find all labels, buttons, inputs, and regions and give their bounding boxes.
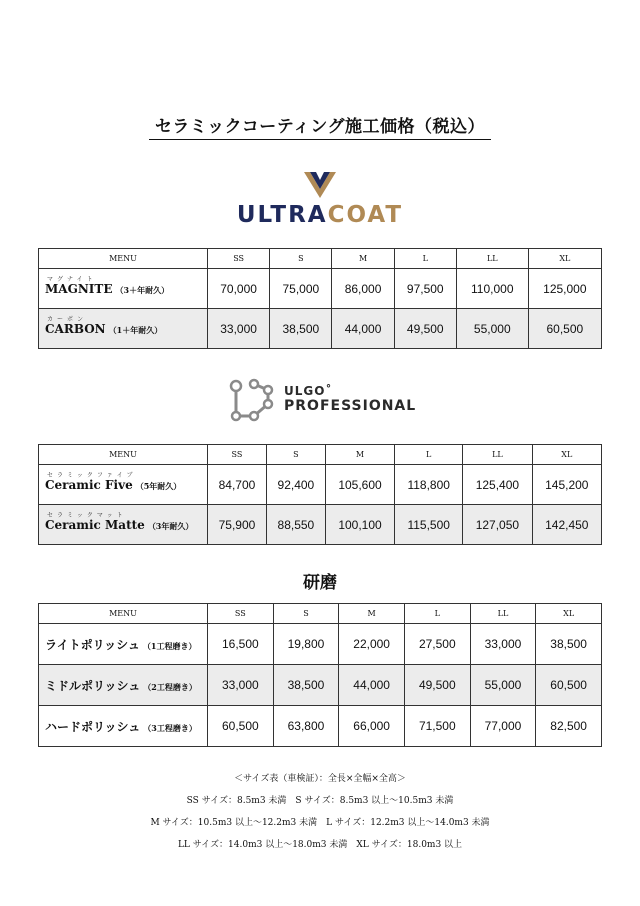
size-header: M [325, 445, 394, 465]
price-cell: 66,000 [339, 706, 405, 747]
table-row [39, 309, 602, 349]
price-cell: 55,000 [456, 309, 528, 349]
product-name-cell: セラミックマット Ceramic Matte （3年耐久） [39, 505, 208, 545]
size-header: XL [528, 249, 601, 269]
table-header-row [39, 249, 602, 269]
price-cell: 27,500 [404, 624, 470, 665]
price-cell: 97,500 [394, 269, 456, 309]
price-cell: 33,000 [208, 665, 274, 706]
product-name-cell: セラミックファイブ Ceramic Five （5年耐久） [39, 465, 208, 505]
size-header: M [339, 604, 405, 624]
size-header: SS [208, 445, 267, 465]
price-cell: 75,900 [208, 505, 267, 545]
product-name-cell: ミドルポリッシュ （2工程磨き） [39, 665, 208, 706]
price-cell: 44,000 [332, 309, 394, 349]
price-cell: 44,000 [339, 665, 405, 706]
price-cell: 33,000 [208, 309, 270, 349]
price-cell: 71,500 [404, 706, 470, 747]
table-row [39, 505, 602, 545]
price-cell: 49,500 [394, 309, 456, 349]
table-row [39, 269, 602, 309]
price-cell: 75,000 [270, 269, 332, 309]
price-cell: 125,400 [463, 465, 532, 505]
price-cell: 142,450 [532, 505, 601, 545]
product-name-cell: マグナイト MAGNITE （3＋年耐久） [39, 269, 208, 309]
price-cell: 60,500 [208, 706, 274, 747]
price-cell: 110,000 [456, 269, 528, 309]
price-cell: 60,500 [528, 309, 601, 349]
size-header: XL [536, 604, 602, 624]
price-cell: 63,800 [273, 706, 339, 747]
polish-price-table [38, 603, 602, 747]
price-cell: 84,700 [208, 465, 267, 505]
price-cell: 49,500 [404, 665, 470, 706]
price-cell: 38,500 [270, 309, 332, 349]
price-cell: 127,050 [463, 505, 532, 545]
price-cell: 77,000 [470, 706, 536, 747]
table-row [39, 624, 602, 665]
size-header: LL [463, 445, 532, 465]
menu-header: MENU [39, 249, 208, 269]
price-cell: 125,000 [528, 269, 601, 309]
product-name-cell: ライトポリッシュ （1工程磨き） [39, 624, 208, 665]
price-cell: 145,200 [532, 465, 601, 505]
size-header: SS [208, 604, 274, 624]
price-cell: 22,000 [339, 624, 405, 665]
page-title: セラミックコーティング施工価格（税込） [0, 112, 640, 140]
product-name-cell: ハードポリッシュ （3工程磨き） [39, 706, 208, 747]
size-header: L [404, 604, 470, 624]
size-note-line: M サイズ：10.5m3 以上～12.2m3 未満 L サイズ：12.2m3 以上～14.0m3 未満 [150, 818, 490, 828]
price-cell: 82,500 [536, 706, 602, 747]
ulgo-professional-logo [228, 378, 428, 428]
size-header: L [394, 249, 456, 269]
size-notes-heading: ＜サイズ表（車検証）：全長×全幅×全高＞ [234, 774, 406, 784]
size-header: S [270, 249, 332, 269]
table-row [39, 465, 602, 505]
polish-section-heading: 研磨 [303, 573, 337, 593]
size-header: SS [208, 249, 270, 269]
price-cell: 86,000 [332, 269, 394, 309]
price-cell: 88,550 [266, 505, 325, 545]
price-cell: 118,800 [395, 465, 463, 505]
price-cell: 60,500 [536, 665, 602, 706]
table-row [39, 706, 602, 747]
ulgo-wordmark: ULGO˚ PROFESSIONAL [284, 384, 417, 415]
price-cell: 38,500 [536, 624, 602, 665]
size-note-line: LL サイズ：14.0m3 以上～18.0m3 未満 XL サイズ：18.0m3 以上 [177, 840, 463, 850]
table-header-row [39, 445, 602, 465]
size-header: LL [470, 604, 536, 624]
price-cell: 115,500 [395, 505, 463, 545]
ultracoat-wordmark: ULTRACOAT [236, 202, 404, 228]
size-header: LL [456, 249, 528, 269]
table-row [39, 665, 602, 706]
price-cell: 70,000 [208, 269, 270, 309]
size-header: S [273, 604, 339, 624]
ultracoat-logo [0, 170, 640, 228]
price-cell: 16,500 [208, 624, 274, 665]
size-header: S [266, 445, 325, 465]
size-header: M [332, 249, 394, 269]
size-notes [0, 768, 640, 856]
price-cell: 19,800 [273, 624, 339, 665]
table-header-row [39, 604, 602, 624]
menu-header: MENU [39, 604, 208, 624]
ulgo-molecule-icon [228, 378, 280, 424]
size-header: XL [532, 445, 601, 465]
price-cell: 92,400 [266, 465, 325, 505]
product-name-cell: カーボン CARBON （1＋年耐久） [39, 309, 208, 349]
ulgo-price-table [38, 444, 602, 545]
price-cell: 100,100 [325, 505, 394, 545]
size-note-line: SS サイズ：8.5m3 未満 S サイズ：8.5m3 以上～10.5m3 未満 [186, 796, 454, 806]
price-cell: 55,000 [470, 665, 536, 706]
price-cell: 105,600 [325, 465, 394, 505]
ultracoat-v-mark-icon [300, 170, 340, 200]
ultracoat-price-table [38, 248, 602, 349]
menu-header: MENU [39, 445, 208, 465]
size-header: L [395, 445, 463, 465]
price-cell: 38,500 [273, 665, 339, 706]
price-cell: 33,000 [470, 624, 536, 665]
